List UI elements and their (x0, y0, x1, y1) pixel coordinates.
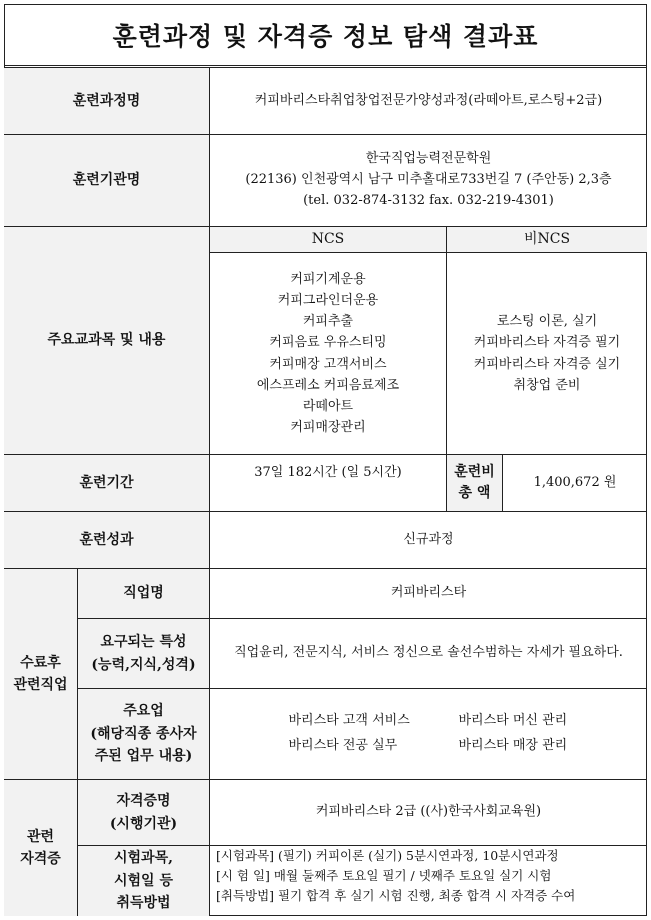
ncs-list (210, 253, 447, 455)
list-item: 커피그라인더운용 (277, 293, 379, 309)
exam-date: [시 험 일] 매월 둘째주 토요일 필기 / 넷째주 토요일 실기 시험 (216, 868, 552, 883)
institution-name: 한국직업능력전문학원 (365, 151, 492, 167)
non-ncs-header: 비NCS (447, 227, 647, 253)
duties-value (210, 689, 647, 780)
cost-label: 훈련비 총 액 (447, 455, 503, 512)
traits-label: 요구되는 특성 (능력,지식,성격) (78, 619, 210, 689)
job-name-value: 커피바리스타 (210, 569, 647, 619)
list-item: 취창업 준비 (513, 377, 581, 393)
exam-subjects: [시험과목] (필기) 커피이론 (실기) 5분시연과정, 10분시연과정 (216, 848, 559, 863)
cert-group-label: 관련 자격증 (4, 780, 78, 916)
course-label: 훈련과정명 (4, 68, 210, 135)
outcome-label: 훈련성과 (4, 512, 210, 569)
jobs-group-label: 수료후 관련직업 (4, 569, 78, 780)
course-value: 커피바리스타취업창업전문가양성과정(라떼아트,로스팅+2급) (210, 68, 647, 135)
list-item: 로스팅 이론, 실기 (496, 314, 598, 330)
list-item: 바리스타 전공 실무 (288, 738, 398, 753)
list-item: 바리스타 머신 관리 (458, 713, 568, 729)
exam-method: [취득방법] 필기 합격 후 실기 시험 진행, 최종 합격 시 자격증 수여 (216, 888, 576, 903)
institution-contact: (tel. 032-874-3132 fax. 032-219-4301) (303, 192, 554, 208)
institution-address: (22136) 인천광역시 남구 미추홀대로733번길 7 (주안동) 2,3층 (245, 172, 612, 188)
outcome-value: 신규과정 (210, 512, 647, 569)
non-ncs-list (447, 253, 647, 455)
list-item: 커피기계운용 (290, 272, 366, 288)
period-value: 37일 182시간 (일 5시간) (210, 455, 447, 512)
list-item: 에스프레소 커피음료제조 (256, 377, 400, 393)
list-item: 커피음료 우유스티밍 (269, 335, 387, 351)
subjects-label: 주요교과목 및 내용 (4, 227, 210, 455)
ncs-header: NCS (210, 227, 447, 253)
cert-name-label: 자격증명 (시행기관) (78, 780, 210, 846)
exam-label: 시험과목, 시험일 등 취득방법 (78, 846, 210, 916)
institution-value (210, 135, 647, 227)
exam-value (210, 846, 647, 916)
job-name-label: 직업명 (78, 569, 210, 619)
cost-value: 1,400,672 원 (503, 455, 647, 512)
page-title: 훈련과정 및 자격증 정보 탐색 결과표 (4, 4, 647, 68)
traits-value: 직업윤리, 전문지식, 서비스 정신으로 솔선수범하는 자세가 필요하다. (210, 619, 647, 689)
list-item: 커피매장관리 (290, 419, 366, 435)
list-item: 바리스타 고객 서비스 (288, 713, 410, 729)
list-item: 커피바리스타 자격증 필기 (473, 335, 621, 351)
institution-label: 훈련기관명 (4, 135, 210, 227)
list-item: 라떼아트 (302, 398, 354, 414)
list-item: 커피바리스타 자격증 실기 (473, 356, 621, 372)
duties-label: 주요업 (해당직종 종사자 주된 업무 내용) (78, 689, 210, 780)
list-item: 커피매장 고객서비스 (269, 356, 387, 372)
list-item: 커피추출 (302, 314, 354, 330)
cert-name-value: 커피바리스타 2급 ((사)한국사회교육원) (210, 780, 647, 846)
list-item: 바리스타 매장 관리 (458, 738, 568, 753)
period-label: 훈련기간 (4, 455, 210, 512)
